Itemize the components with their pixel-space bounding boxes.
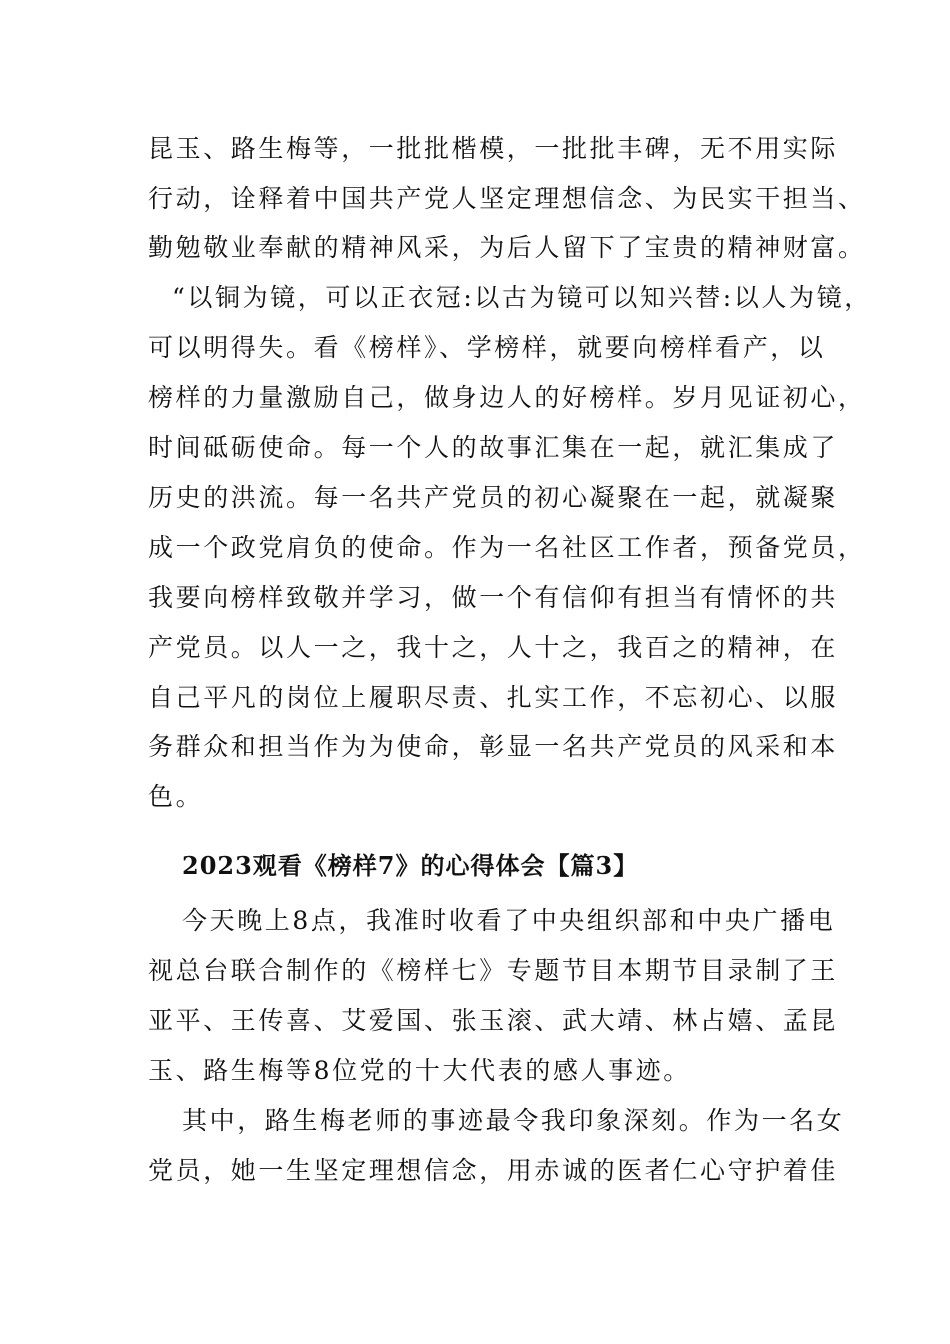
text-line: 色。: [148, 782, 204, 811]
text-line: 勤勉敬业奉献的精神风采，为后人留下了宝贵的精神财富。: [148, 233, 866, 262]
text-line: 党员，她一生坚定理想信念，用赤诚的医者仁心守护着佳: [148, 1156, 839, 1185]
section-heading: 2023观看《榜样7》的心得体会【篇3】: [182, 851, 639, 880]
text-line: 今天晚上8点，我准时收看了中央组织部和中央广播电: [182, 906, 836, 935]
text-line: 亚平、王传喜、艾爱国、张玉滚、武大靖、林占嬉、孟昆: [148, 1006, 839, 1035]
text-line: 我要向榜样致敬并学习，做一个有信仰有担当有情怀的共: [148, 583, 839, 612]
text-line: 时间砥砺使命。每一个人的故事汇集在一起，就汇集成了: [148, 433, 839, 462]
text-line: 历史的洪流。每一名共产党员的初心凝聚在一起，就凝聚: [148, 483, 839, 512]
text-line: 其中，路生梅老师的事迹最令我印象深刻。作为一名女: [182, 1106, 845, 1135]
text-line: 自己平凡的岗位上履职尽责、扎实工作，不忘初心、以服: [148, 683, 839, 712]
text-line: 昆玉、路生梅等，一批批楷模，一批批丰碑，无不用实际: [148, 134, 839, 163]
text-line: 产党员。以人一之，我十之，人十之，我百之的精神，在: [148, 633, 839, 662]
text-line: 成一个政党肩负的使命。作为一名社区工作者，预备党员，: [148, 533, 866, 562]
text-line: 视总台联合制作的《榜样七》专题节目本期节目录制了王: [148, 956, 839, 985]
text-line: “以铜为镜，可以正衣冠:以古为镜可以知兴替:以人为镜，: [172, 283, 872, 312]
text-line: 务群众和担当作为为使命，彰显一名共产党员的风采和本: [148, 732, 839, 761]
text-line: 可以明得失。看《榜样》、学榜样，就要向榜样看产，以: [148, 333, 826, 362]
text-line: 榜样的力量激励自己，做身边人的好榜样。岁月见证初心，: [148, 383, 866, 412]
text-line: 玉、路生梅等8位党的十大代表的感人事迹。: [148, 1056, 691, 1085]
text-line: 行动，诠释着中国共产党人坚定理想信念、为民实干担当、: [148, 184, 866, 213]
